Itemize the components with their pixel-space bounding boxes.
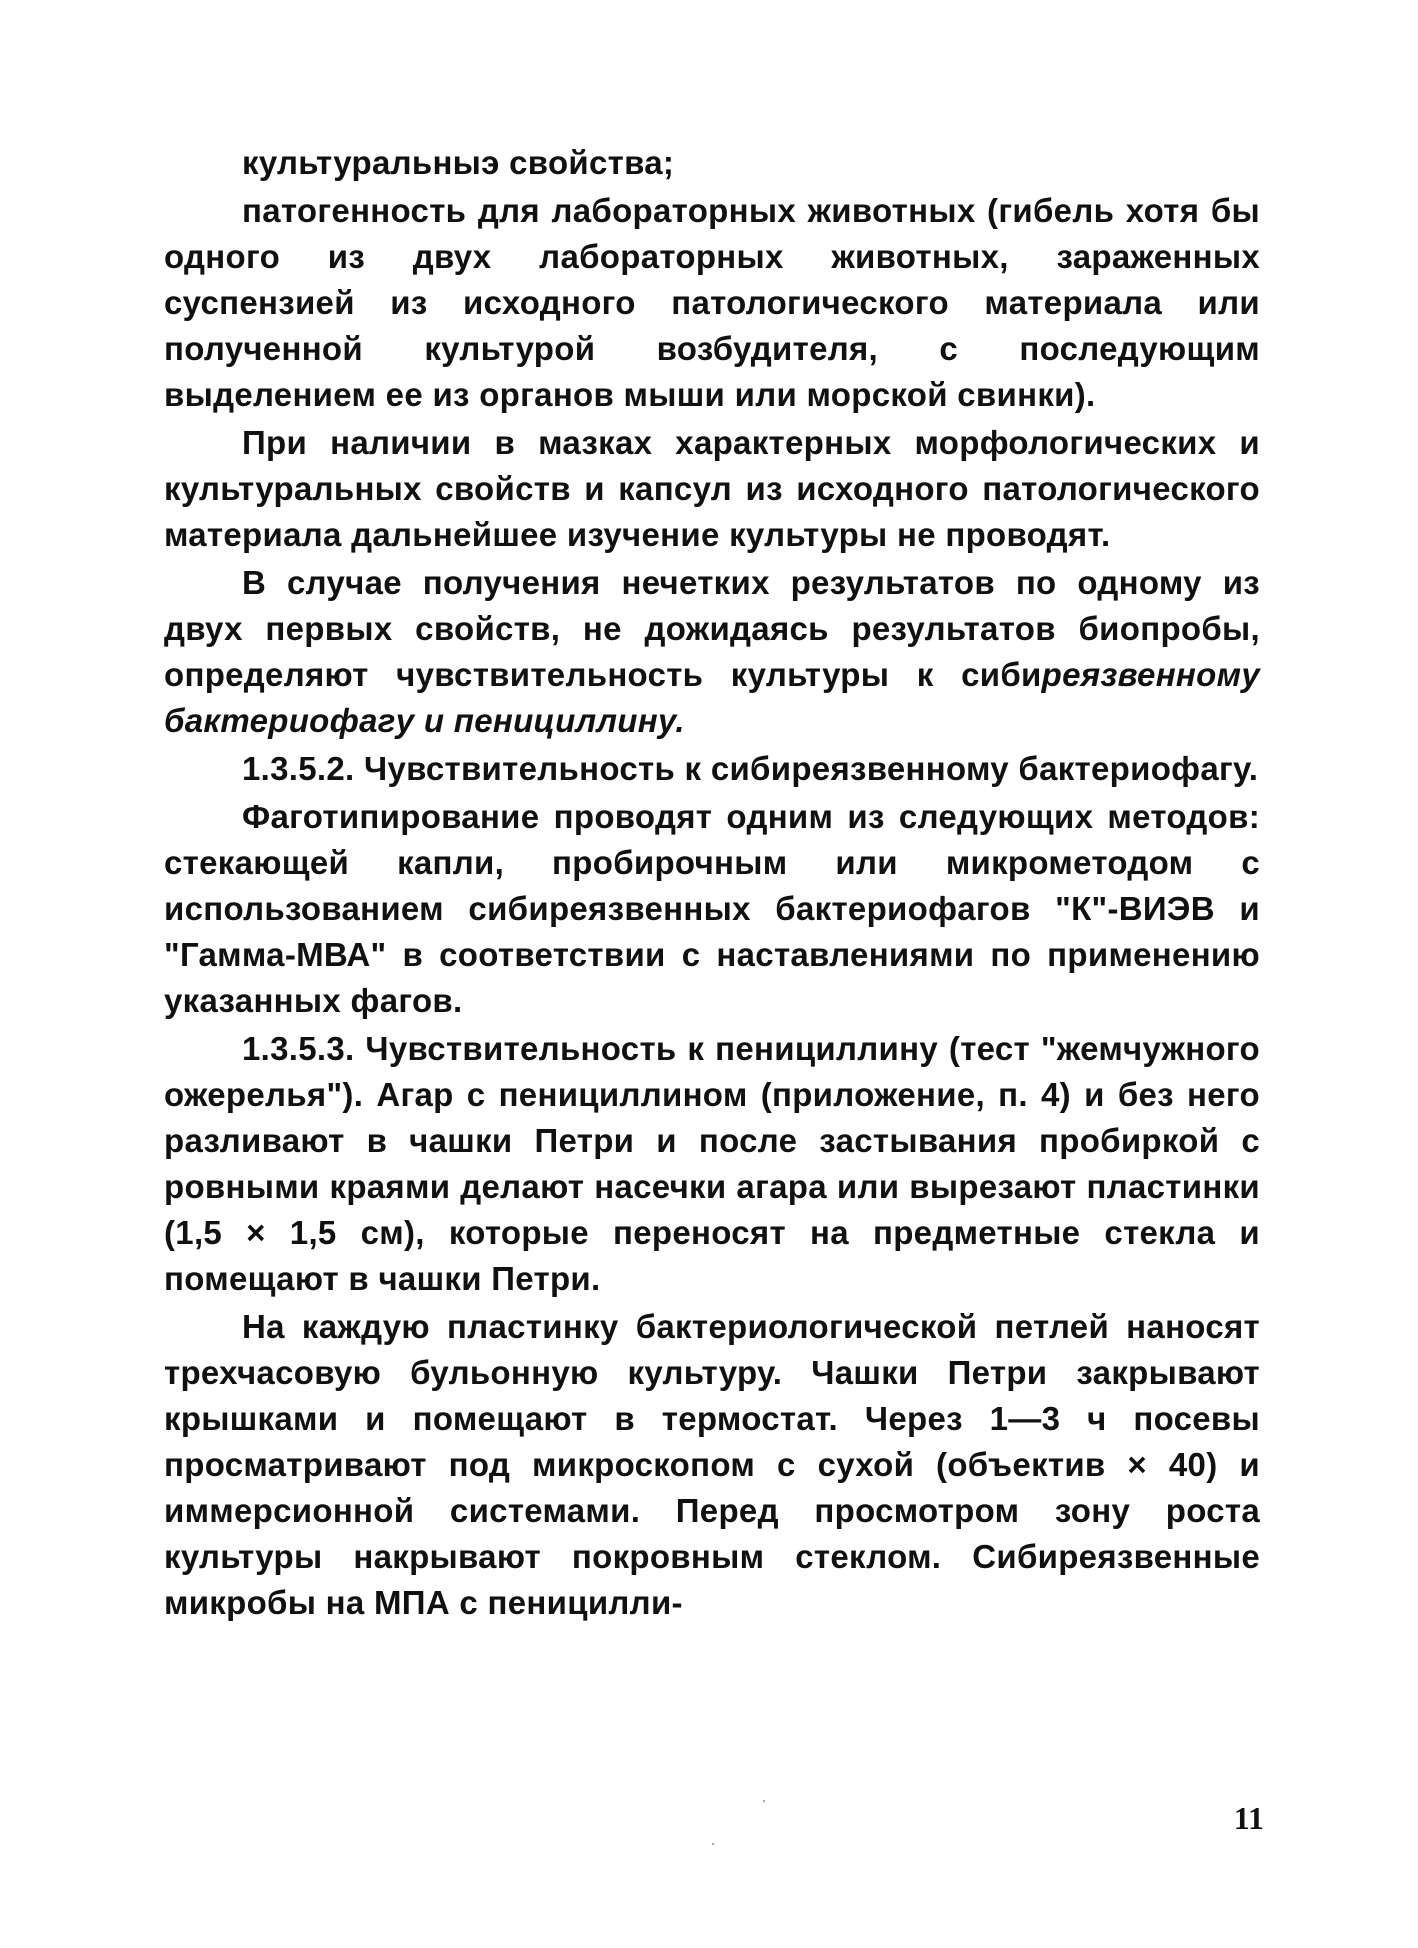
- page-number: 11: [1233, 1800, 1264, 1836]
- section-heading-penicillin: 1.3.5.3. Чувствительность к пенициллину (тест "жемчужного ожерелья"). Агар с пенициллином (приложение, п. 4) и без него разливают в чашки Петри и после застывания пробиркой с ровными краями делают насечки агара или вырезают пластинки (1,5 × 1,5 см), которые переносят на предметные стекла и помещают в чашки Петри.: [164, 1030, 1260, 1297]
- paragraph-pathogenicity: патогенность для лабораторных животных (гибель хотя бы одного из двух лабораторных животных, зараженных суспензией из исходного патологического материала или полученной культурой возбудителя, с последующим выделением ее из органов мыши или морской свинки).: [164, 192, 1260, 413]
- scan-speck: [712, 1843, 714, 1845]
- paragraph-unclear-results-text: В случае получения нечетких результатов по одному из двух первых свойств, не дожидаясь результатов биопробы, определяют чувствительность культуры к сиби: [164, 564, 1260, 693]
- section-heading-bacteriophage: 1.3.5.2. Чувствительность к сибиреязвенному бактериофагу.: [242, 750, 1259, 787]
- paragraph-cultural-properties: культуральныэ свойства;: [242, 144, 675, 181]
- document-page: [164, 140, 1260, 1628]
- paragraph-phage-typing: Фаготипирование проводят одним из следующих методов: стекающей капли, пробирочным или микрометодом с использованием сибиреязвенных бактериофагов "К"-ВИЭВ и "Гамма-МВА" в соответствии с наставлениями по применению указанных фагов.: [164, 798, 1260, 1019]
- paragraph-unclear-results: [164, 560, 1260, 744]
- paragraph-culture-application: На каждую пластинку бактериологической петлей наносят трехчасовую бульонную культуру. Чашки Петри закрывают крышками и помещают в термостат. Через 1—3 ч посевы просматривают под микроскопом с сухой (объектив × 40) и иммерсионной системами. Перед просмотром зону роста культуры накрывают покровным стеклом. Сибиреязвенные микробы на МПА с пеницилли-: [164, 1308, 1260, 1621]
- paragraph-smear-findings: При наличии в мазках характерных морфологических и культуральных свойств и капсул из исходного патологического материала дальнейшее изучение культуры не проводят.: [164, 424, 1260, 553]
- scan-speck: [763, 1800, 765, 1802]
- paragraph-unclear-results-italic: реязвенному бактериофагу и пенициллину.: [164, 656, 1260, 739]
